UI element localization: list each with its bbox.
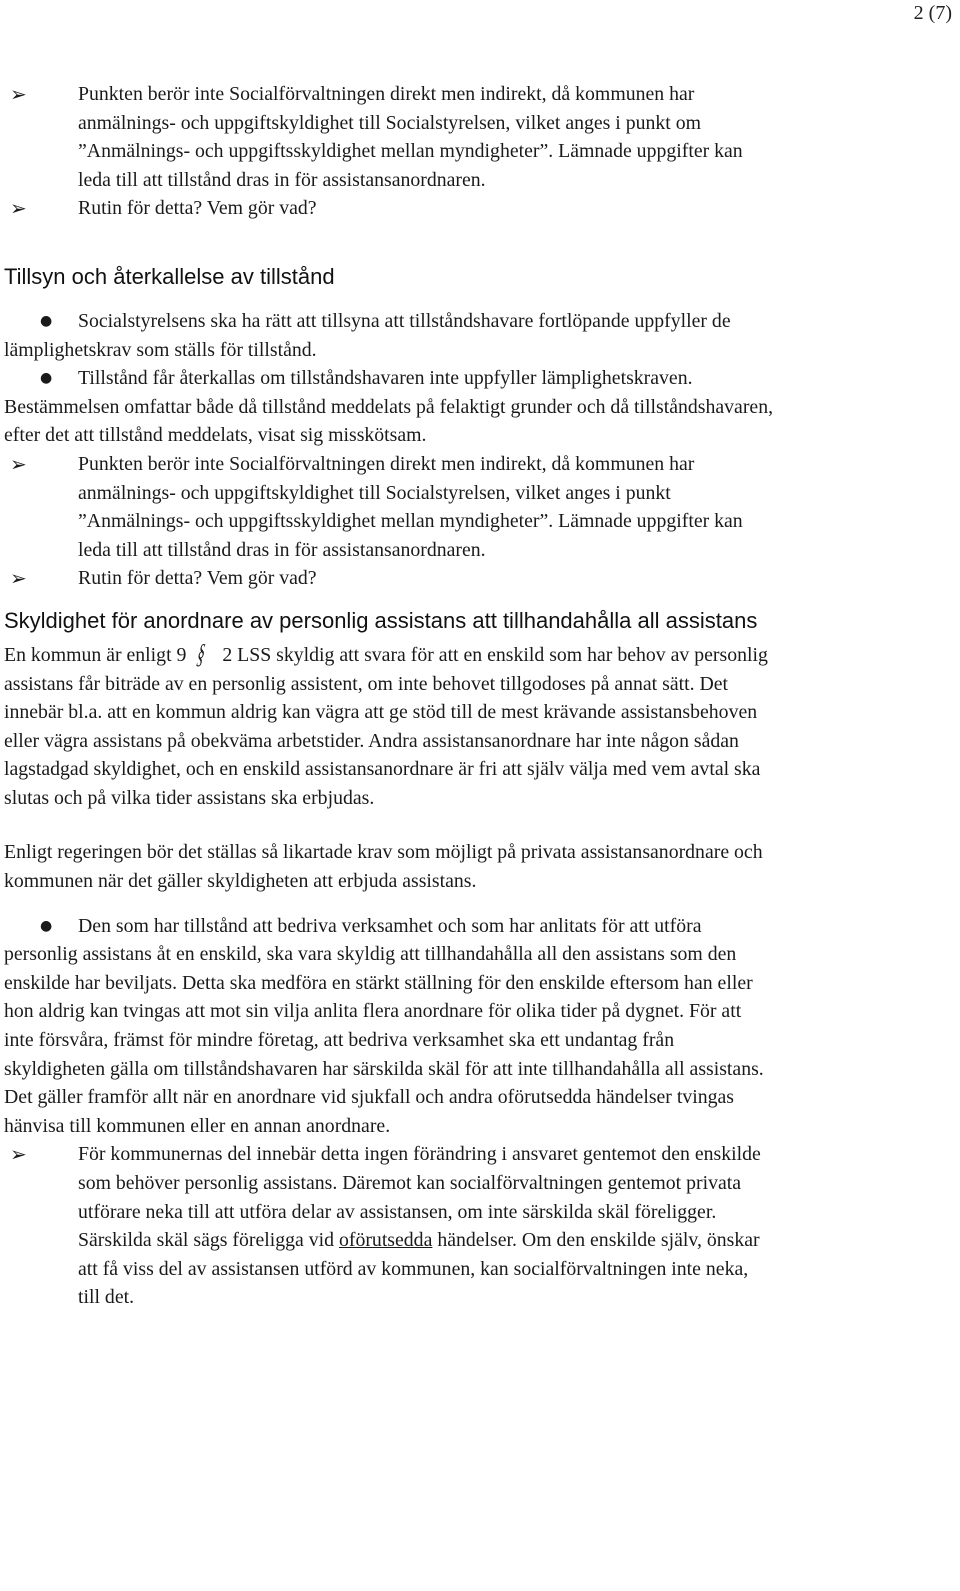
- section-symbol: §: [194, 638, 209, 670]
- list-item: [4, 307, 774, 364]
- page-number: 2 (7): [913, 2, 952, 24]
- list-item-text: Socialstyrelsens ska ha rätt att tillsyna att tillståndshavare fortlöpande uppfyller de lämplighetskrav som ställs för tillstånd.: [4, 309, 731, 361]
- list-item-text: händelser. Om den enskilde själv, önskar att få viss del av assistansen utförd av kommunen, kan socialförvaltningen inte neka, till det.: [78, 1229, 760, 1309]
- list-item-text: Punkten berör inte Socialförvaltningen direkt men indirekt, då kommunen har anmälnings- och uppgiftskyldighet till Socialstyrelsen, vilket anges i punkt om ”Anmälnings- och uppgiftsskyldighet mellan myndigheter”. Lämnade uppgifter kan leda till att tillstånd dras in för assistansanordnaren.: [78, 83, 743, 191]
- underlined-word: oförutsedda: [338, 1229, 433, 1252]
- dot-bullet-icon: ●: [40, 370, 53, 387]
- list-item: [4, 564, 774, 593]
- list-item-text: För kommunernas del innebär detta ingen förändring i ansvaret gentemot den enskilde som behöver personlig assistans. Däremot kan socialförvaltningen gentemot privata utförare neka till att utföra delar av assistansen, om inte särskilda skäl föreligger. Särskilda skäl sägs föreligga vid: [78, 1143, 761, 1252]
- arrow-bullet-icon: ➢: [10, 566, 27, 591]
- arrow-bullet-icon: ➢: [10, 451, 27, 476]
- list-item: [4, 912, 774, 1141]
- list-item: [4, 1140, 774, 1312]
- list-item-text: Rutin för detta? Vem gör vad?: [78, 567, 317, 590]
- list-item-text: Den som har tillstånd att bedriva verksamhet och som har anlitats för att utföra personlig assistans åt en enskild, ska vara skyldig att tillhandahålla all den assistans som den enskilde har beviljats. Detta ska medföra en stärkt ställning för den enskilde eftersom han eller hon aldrig kan tvingas att mot sin vilja anlita flera anordnare för olika tider på dygnet. För att inte försvåra, främst för mindre företag, att bedriva verksamhet ska ett undantag från skyldigheten gälla om tillståndshavaren har särskilda skäl för att inte tillhandahålla all assistans. Det gäller framför allt när en anordnare vid sjukfall och andra oförutsedda händelser tvingas hänvisa till kommunen eller en annan anordnare.: [4, 914, 764, 1137]
- list-item: [4, 80, 774, 194]
- dot-bullet-icon: ●: [40, 917, 53, 934]
- arrow-bullet-icon: ➢: [10, 1142, 27, 1167]
- list-item-text: Tillstånd får återkallas om tillståndshavaren inte uppfyller lämplighetskraven. Bestämmelsen omfattar både då tillstånd meddelats på felaktigt grunder och då tillståndshavaren, efter det att tillstånd meddelats, visat sig misskötsam.: [4, 367, 774, 447]
- paragraph-text: 2 LSS skyldig att svara för att en enskild som har behov av personlig assistans får biträde av en personlig assistent, om inte behovet tillgodoses på annat sätt. Det innebär bl.a. att en kommun aldrig kan vägra att ge stöd till de mest krävande assistansbehoven eller vägra assistans på obekväma arbetstider. Andra assistansanordnare har inte någon sådan lagstadgad skyldighet, och en enskild assistansanordnare är fri att själv välja med vem avtal ska slutas och på vilka tider assistans ska erbjudas.: [4, 643, 768, 809]
- list-item-text: Rutin för detta? Vem gör vad?: [78, 197, 317, 220]
- paragraph: [4, 638, 774, 813]
- dot-bullet-icon: ●: [40, 312, 53, 329]
- paragraph-text: En kommun är enligt 9: [4, 643, 187, 666]
- document-body: [4, 80, 774, 1312]
- arrow-bullet-icon: ➢: [10, 196, 27, 221]
- paragraph: Enligt regeringen bör det ställas så likartade krav som möjligt på privata assistansanordnare och kommunen när det gäller skyldigheten att erbjuda assistans.: [4, 841, 763, 893]
- section-heading: Skyldighet för anordnare av personlig assistans att tillhandahålla all assistans: [4, 607, 758, 633]
- list-item: [4, 450, 774, 564]
- list-item: [4, 194, 774, 223]
- list-item: [4, 364, 774, 450]
- section-heading: Tillsyn och återkallelse av tillstånd: [4, 263, 335, 289]
- arrow-bullet-icon: ➢: [10, 82, 27, 106]
- list-item-text: Punkten berör inte Socialförvaltningen direkt men indirekt, då kommunen har anmälnings- och uppgiftskyldighet till Socialstyrelsen, vilket anges i punkt ”Anmälnings- och uppgiftsskyldighet mellan myndigheter”. Lämnade uppgifter kan leda till att tillstånd dras in för assistansanordnaren.: [78, 452, 743, 561]
